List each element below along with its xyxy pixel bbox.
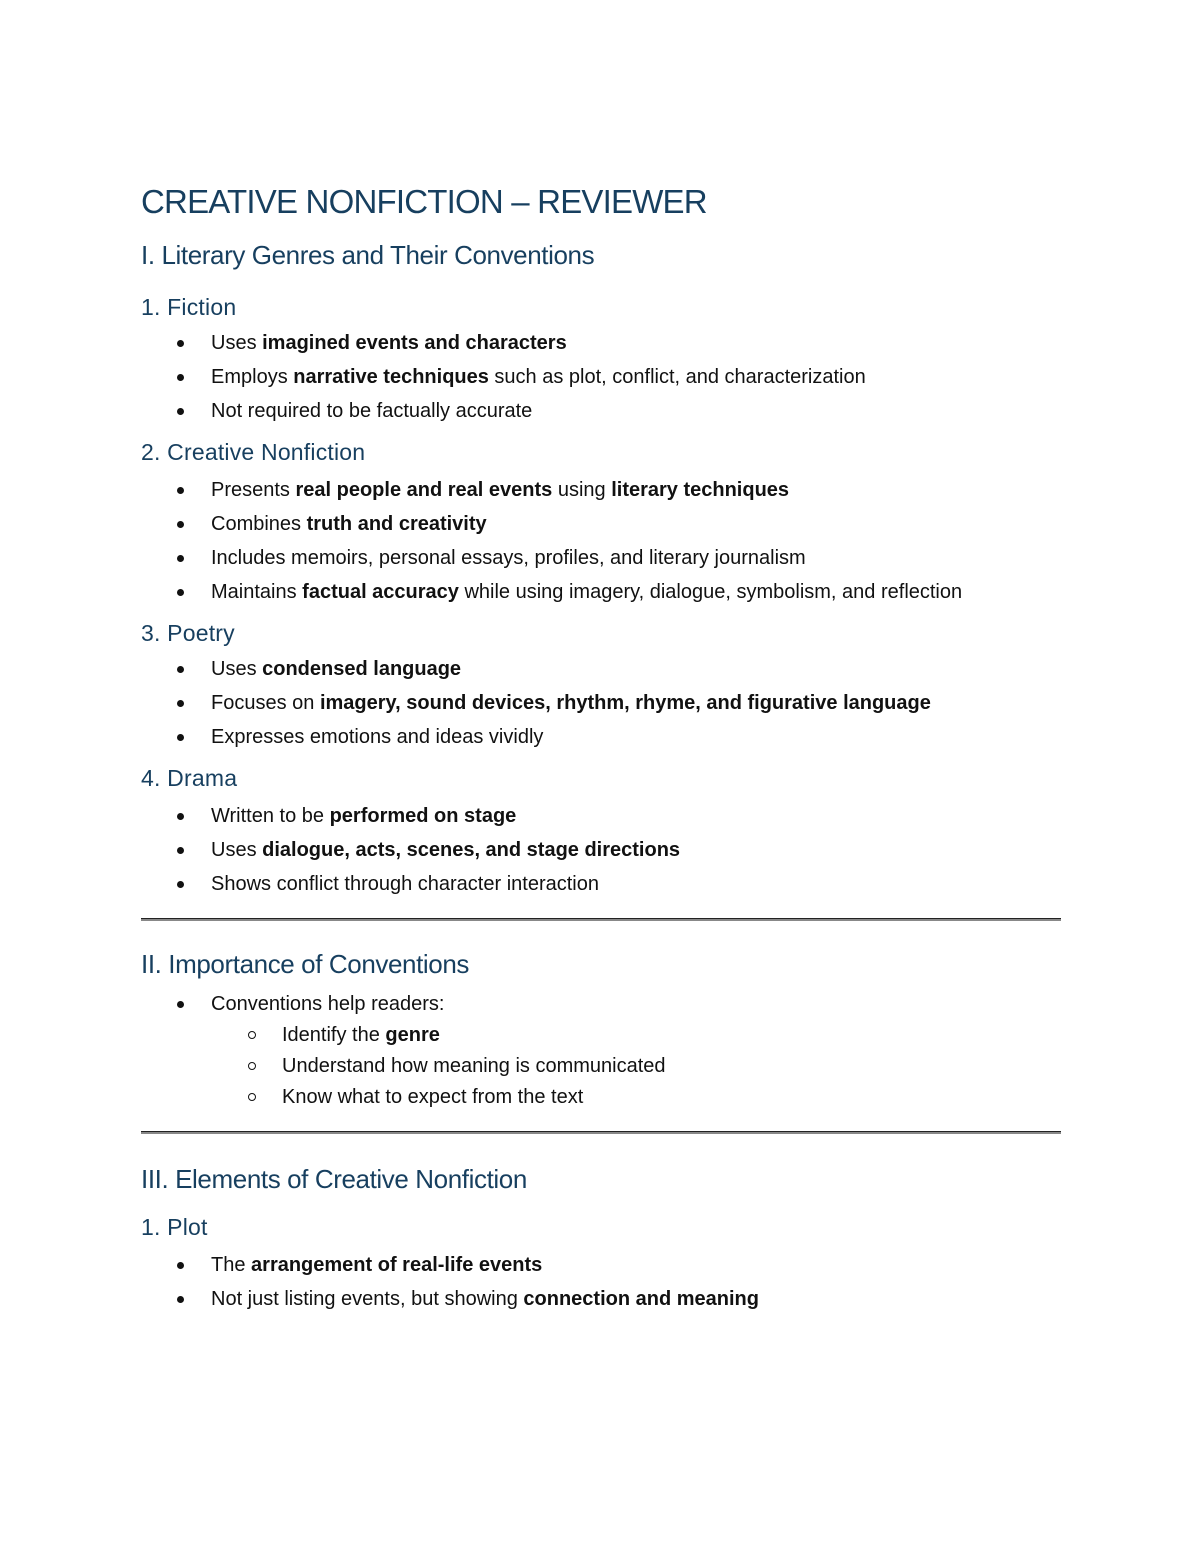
list-item: Uses condensed language bbox=[141, 655, 1061, 683]
list-item: Conventions help readers: bbox=[141, 990, 1061, 1018]
list-item: Written to be performed on stage bbox=[141, 802, 1061, 830]
list-item: Shows conflict through character interaction bbox=[141, 870, 1061, 898]
list-item: Expresses emotions and ideas vividly bbox=[141, 723, 1061, 751]
sub-list-item: Know what to expect from the text bbox=[141, 1083, 1061, 1111]
horizontal-divider bbox=[141, 1131, 1061, 1134]
list-item: Not required to be factually accurate bbox=[141, 397, 1061, 425]
sub-list-item: Understand how meaning is communicated bbox=[141, 1052, 1061, 1080]
section-heading-elements: III. Elements of Creative Nonfiction bbox=[141, 1164, 527, 1194]
list-item: Employs narrative techniques such as plot, conflict, and characterization bbox=[141, 363, 1061, 391]
list-item: The arrangement of real-life events bbox=[141, 1251, 1061, 1279]
plot-list bbox=[141, 1251, 1061, 1313]
creative-nonfiction-list bbox=[141, 476, 1061, 606]
document-page bbox=[141, 180, 1061, 1319]
importance-sublist bbox=[141, 1021, 1061, 1111]
section-heading-genres: I. Literary Genres and Their Conventions bbox=[141, 240, 595, 270]
subheading-plot: 1. Plot bbox=[141, 1214, 208, 1240]
list-item: Maintains factual accuracy while using imagery, dialogue, symbolism, and reflection bbox=[141, 578, 1061, 606]
list-item: Not just listing events, but showing connection and meaning bbox=[141, 1285, 1061, 1313]
list-item: Uses imagined events and characters bbox=[141, 329, 1061, 357]
subheading-poetry: 3. Poetry bbox=[141, 620, 235, 646]
list-item: Focuses on imagery, sound devices, rhythm, rhyme, and figurative language bbox=[141, 689, 1061, 717]
list-item: Combines truth and creativity bbox=[141, 510, 1061, 538]
sub-list-item: Identify the genre bbox=[141, 1021, 1061, 1049]
drama-list bbox=[141, 802, 1061, 898]
poetry-list bbox=[141, 655, 1061, 751]
list-item: Uses dialogue, acts, scenes, and stage directions bbox=[141, 836, 1061, 864]
list-item: Includes memoirs, personal essays, profiles, and literary journalism bbox=[141, 544, 1061, 572]
document-title: CREATIVE NONFICTION – REVIEWER bbox=[141, 183, 707, 220]
section-heading-importance: II. Importance of Conventions bbox=[141, 949, 470, 979]
subheading-fiction: 1. Fiction bbox=[141, 294, 237, 320]
list-item: Presents real people and real events using literary techniques bbox=[141, 476, 1061, 504]
fiction-list bbox=[141, 329, 1061, 425]
horizontal-divider bbox=[141, 918, 1061, 921]
subheading-drama: 4. Drama bbox=[141, 765, 238, 791]
importance-list bbox=[141, 990, 1061, 1018]
subheading-creative-nonfiction: 2. Creative Nonfiction bbox=[141, 439, 366, 465]
